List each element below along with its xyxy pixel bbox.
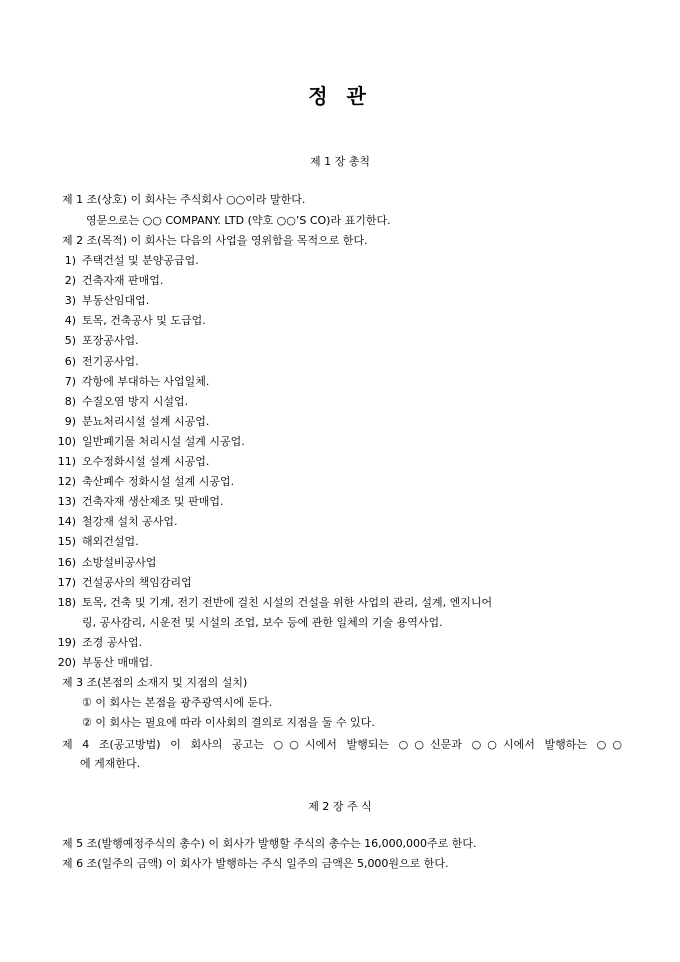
item-number: 19) <box>57 636 76 649</box>
purpose-list-item <box>54 495 224 509</box>
item-number: 6) <box>64 355 76 368</box>
item-number: 18) <box>57 596 76 609</box>
article-1: 제 1 조(상호) 이 회사는 주식회사 ○○이라 말한다. <box>62 193 306 206</box>
article-4: 제 4 조(공고방법) 이 회사의 공고는 ○○시에서 발행되는 ○○신문과 ○○시에서 발행하는 ○○ <box>62 738 622 751</box>
item-text: 축산폐수 정화시설 설계 시공업. <box>82 475 235 488</box>
item-text: 부동산 매매업. <box>82 656 153 669</box>
purpose-list-item <box>54 455 209 469</box>
purpose-list-item <box>54 294 149 308</box>
article-6: 제 6 조(일주의 금액) 이 회사가 발행하는 주식 일주의 금액은 5,000원으로 한다. <box>62 857 449 870</box>
article-1-subtext: 영문으로는 ○○ COMPANY. LTD (약호 ○○’S CO)라 표기한다. <box>86 214 391 227</box>
purpose-list-item <box>54 334 139 348</box>
item-number: 10) <box>57 435 76 448</box>
item-text: 일반폐기물 처리시설 설계 시공업. <box>82 435 245 448</box>
item-number: 14) <box>57 515 76 528</box>
item-text: 분뇨처리시설 설계 시공업. <box>82 415 210 428</box>
item-text: 철강재 설치 공사업. <box>82 515 178 528</box>
item-text: 수질오염 방지 시설업. <box>82 395 189 408</box>
item-text: 링, 공사감리, 시운전 및 시설의 조업, 보수 등에 관한 일체의 기술 용역사업. <box>82 616 443 629</box>
article-2: 제 2 조(목적) 이 회사는 다음의 사업을 영위함을 목적으로 한다. <box>62 234 368 247</box>
item-text: 건설공사의 책임감리업 <box>82 576 192 589</box>
item-text: 오수정화시설 설계 시공업. <box>82 455 210 468</box>
item-number: 4) <box>64 314 76 327</box>
article-4-continued: 에 게재한다. <box>80 757 141 770</box>
purpose-list-item <box>54 375 209 389</box>
page-title: 정 관 <box>308 84 372 108</box>
item-text: 부동산임대업. <box>82 294 150 307</box>
item-text: 해외건설업. <box>82 535 139 548</box>
item-text: 건축자재 판매업. <box>82 274 164 287</box>
purpose-list-item <box>54 616 624 630</box>
item-number: 5) <box>64 334 76 347</box>
article-3-clause-1: ① 이 회사는 본점을 광주광역시에 둔다. <box>82 696 273 709</box>
item-text: 주택건설 및 분양공급업. <box>82 254 199 267</box>
item-number: 3) <box>64 294 76 307</box>
purpose-list-item <box>54 415 209 429</box>
item-number: 12) <box>57 475 76 488</box>
chapter-1-heading: 제 1 장 총칙 <box>310 155 370 168</box>
purpose-list-item <box>54 274 163 288</box>
item-text: 포장공사업. <box>82 334 139 347</box>
purpose-list-item <box>54 395 188 409</box>
item-number: 8) <box>64 395 76 408</box>
item-text: 소방설비공사업 <box>82 556 157 569</box>
chapter-2-heading: 제 2 장 주 식 <box>308 800 372 813</box>
purpose-list-item <box>54 435 245 449</box>
item-number: 13) <box>57 495 76 508</box>
purpose-list-item <box>54 556 156 570</box>
item-number: 20) <box>57 656 76 669</box>
purpose-list-item <box>54 355 139 369</box>
purpose-list-item <box>54 254 199 268</box>
item-number: 9) <box>64 415 76 428</box>
item-number: 2) <box>64 274 76 287</box>
purpose-list-item <box>54 636 142 650</box>
item-text: 전기공사업. <box>82 355 139 368</box>
item-text: 건축자재 생산제조 및 판매업. <box>82 495 224 508</box>
purpose-list-item <box>54 515 178 529</box>
item-number: 11) <box>57 455 76 468</box>
purpose-list-item <box>54 475 234 489</box>
item-text: 각항에 부대하는 사업일체. <box>82 375 210 388</box>
item-number: 17) <box>57 576 76 589</box>
item-number: 15) <box>57 535 76 548</box>
article-5: 제 5 조(발행예정주식의 총수) 이 회사가 발행할 주식의 총수는 16,000,000주로 한다. <box>62 837 477 850</box>
item-text: 조경 공사업. <box>82 636 143 649</box>
purpose-list-item <box>54 596 492 610</box>
purpose-list-item <box>54 535 139 549</box>
item-text: 토목, 건축 및 기계, 전기 전반에 걸친 시설의 건설을 위한 사업의 관리, 설계, 엔지니어 <box>82 596 493 609</box>
purpose-list-item <box>54 576 192 590</box>
article-3: 제 3 조(본점의 소재지 및 지점의 설치) <box>62 676 248 689</box>
item-number: 7) <box>64 375 76 388</box>
item-text: 토목, 건축공사 및 도급업. <box>82 314 206 327</box>
purpose-list-item <box>54 656 153 670</box>
item-number: 16) <box>57 556 76 569</box>
article-3-clause-2: ② 이 회사는 필요에 따라 이사회의 결의로 지점을 둘 수 있다. <box>82 716 375 729</box>
purpose-list-item <box>54 314 206 328</box>
item-number: 1) <box>64 254 76 267</box>
